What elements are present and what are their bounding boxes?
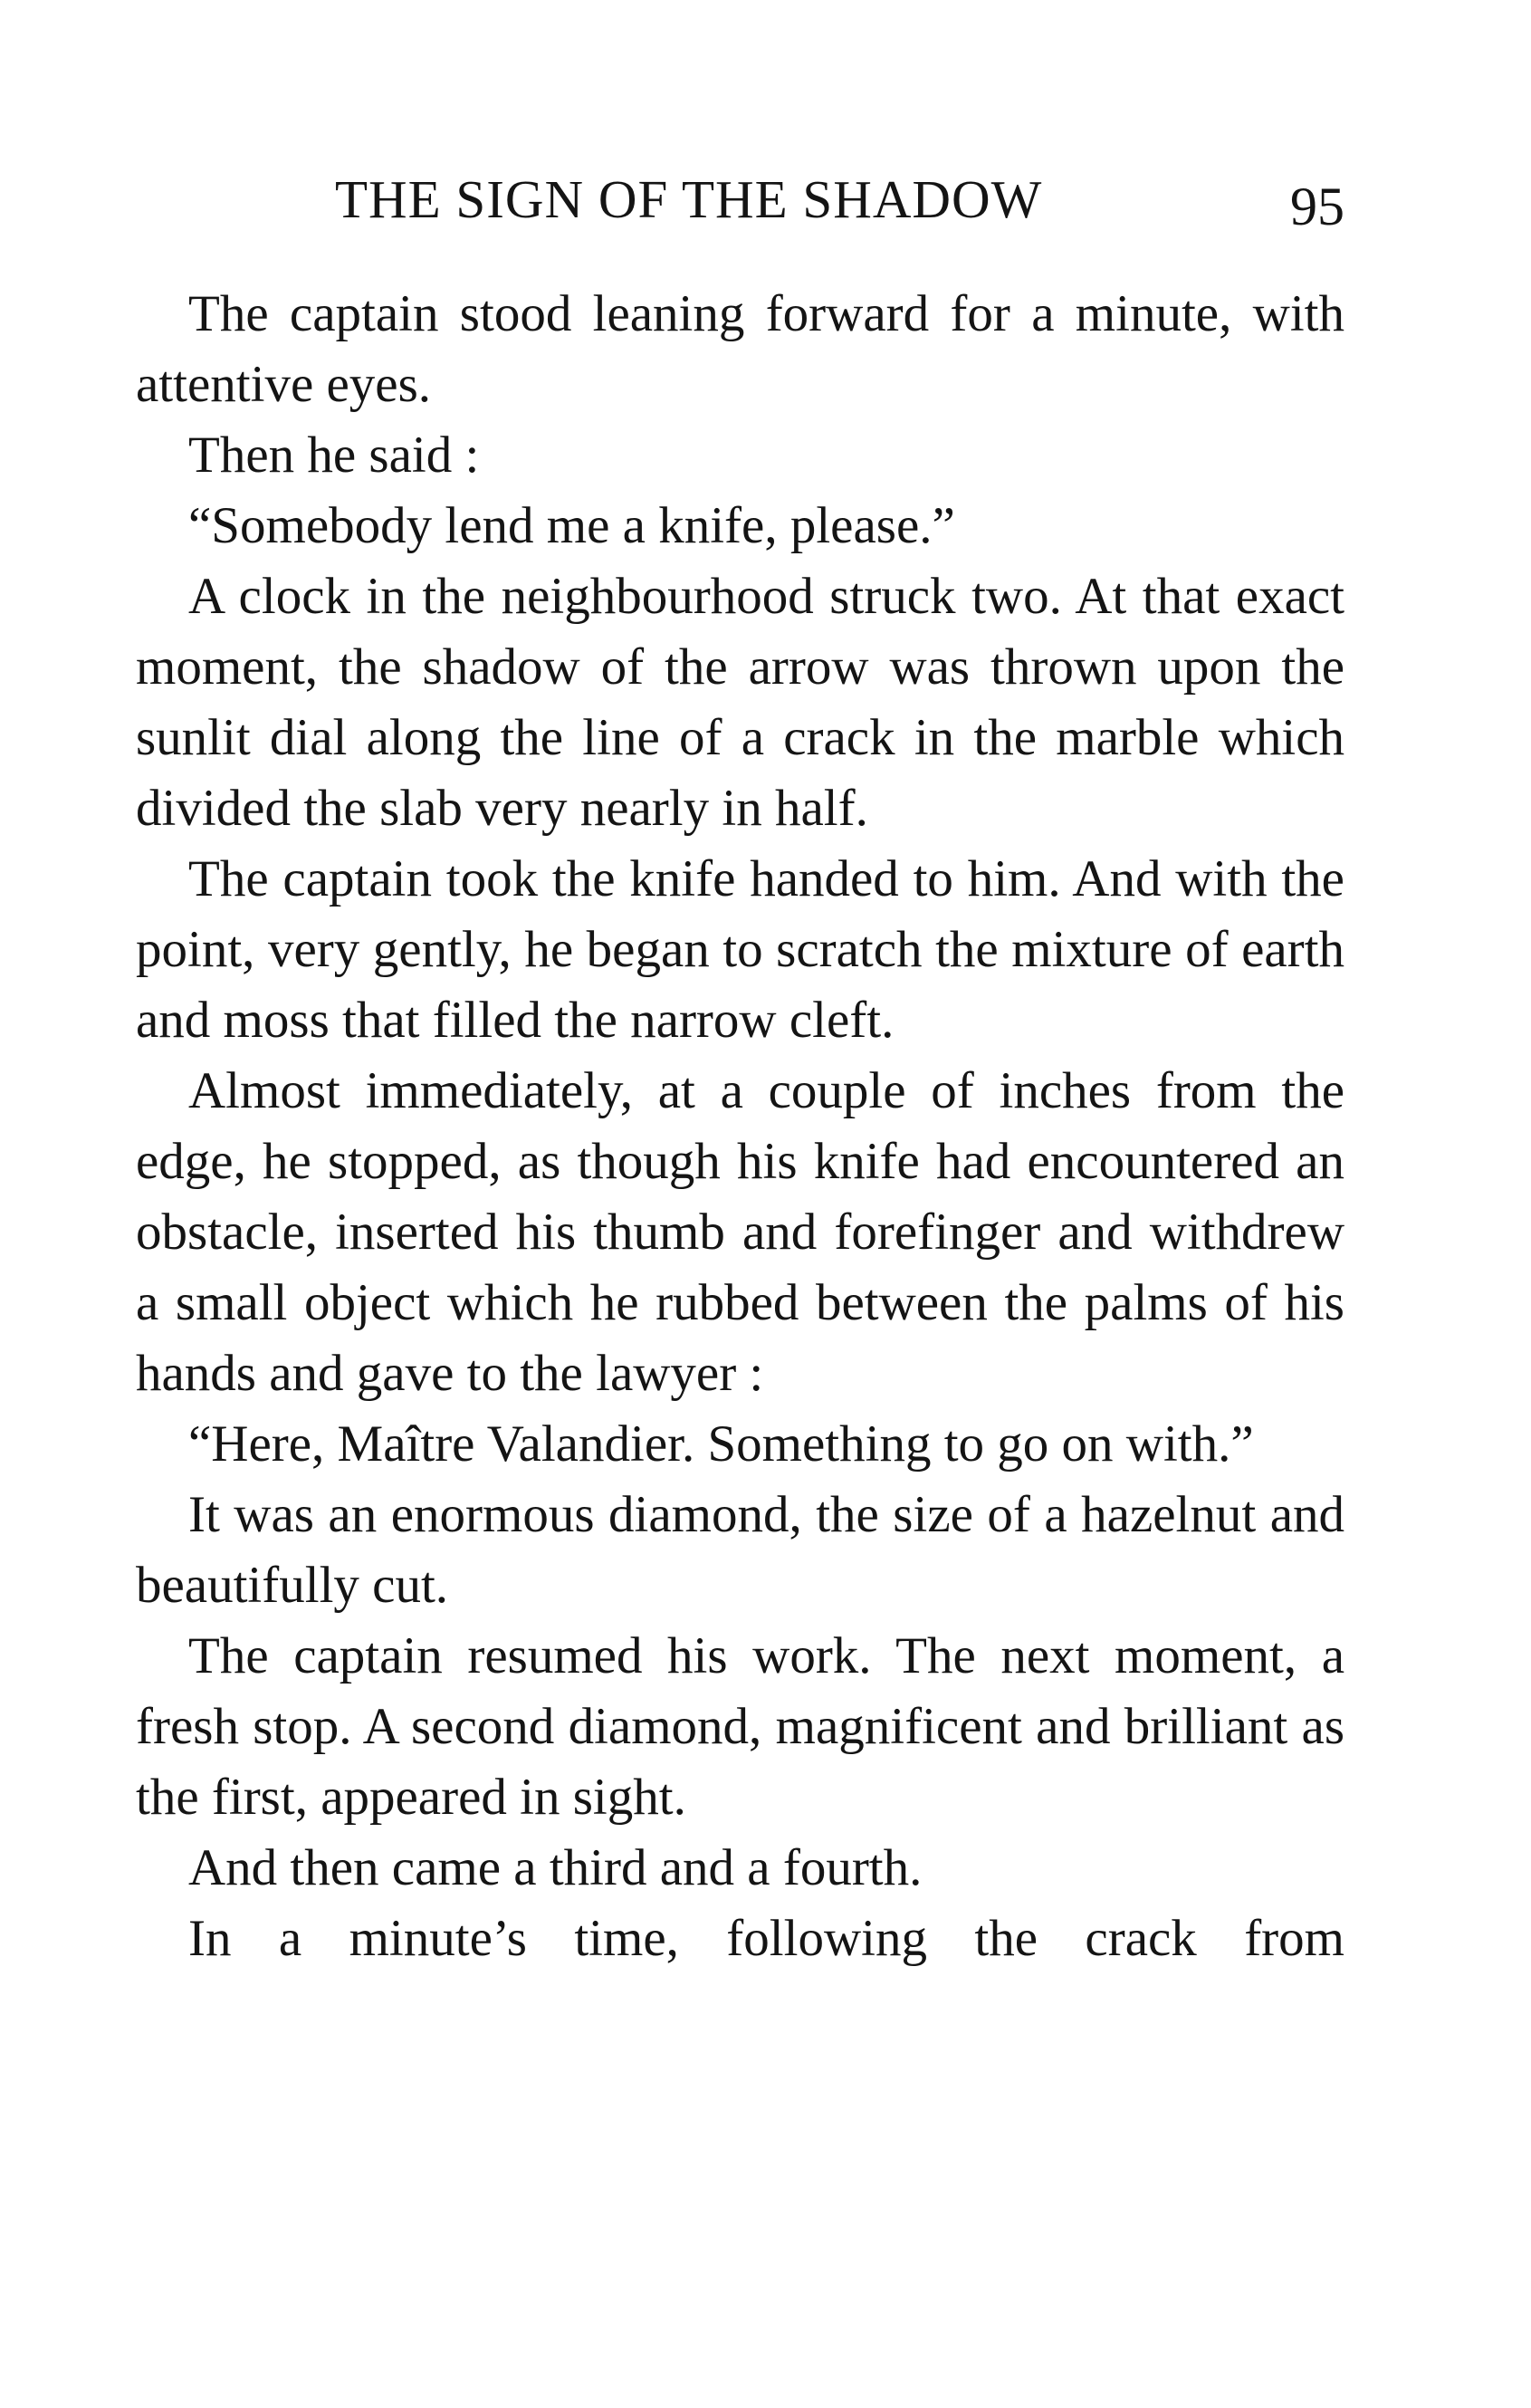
paragraph: In a minute’s time, following the crack from: [188, 1910, 1344, 1967]
paragraph: And then came a third and a fourth.: [188, 1839, 923, 1896]
paragraph: “Somebody lend me a knife, please.”: [188, 497, 955, 554]
paragraph: The captain took the knife handed to him. And with the point, very gently, he began to scratch the mixture of earth and moss that filled the narrow cleft.: [136, 850, 1344, 1049]
paragraph: Almost immediately, at a couple of inches from the edge, he stopped, as though his knife had encountered an obstacle, inserted his thumb and forefinger and withdrew a small object which he rubbed between the palms of his hands and gave to the lawyer :: [136, 1062, 1344, 1402]
paragraph: The captain stood leaning forward for a minute, with attentive eyes.: [136, 285, 1344, 413]
running-head: [136, 163, 1344, 235]
running-title: THE SIGN OF THE SHADOW: [335, 169, 1043, 229]
paragraph: “Here, Maître Valandier. Something to go on with.”: [188, 1415, 1254, 1473]
paragraph: The captain resumed his work. The next moment, a fresh stop. A second diamond, magnificent and brilliant as the first, appeared in sight.: [136, 1627, 1344, 1826]
paragraph: A clock in the neighbourhood struck two. At that exact moment, the shadow of the arrow was thrown upon the sunlit dial along the line of a crack in the marble which divided the slab very nearly in half.: [136, 568, 1344, 837]
paragraph: Then he said :: [188, 427, 480, 484]
body-text: [136, 279, 1344, 1974]
paragraph: It was an enormous diamond, the size of a hazelnut and beautifully cut.: [136, 1486, 1344, 1614]
page-number: 95: [1290, 177, 1344, 236]
